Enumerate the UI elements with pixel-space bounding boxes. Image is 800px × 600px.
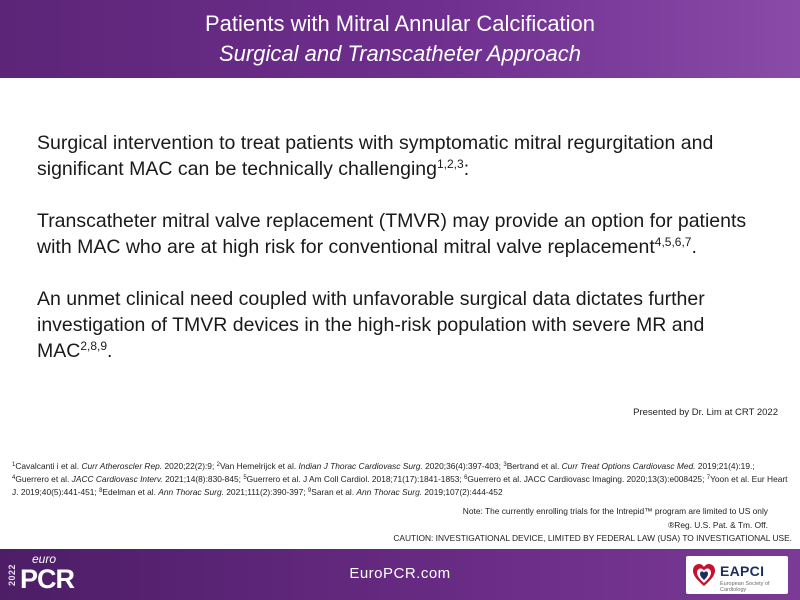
reference-details: 2019;40(5):441-451; — [18, 487, 100, 497]
reference-number: 7 — [706, 475, 711, 481]
reference-journal: Ann Thorac Surg. — [158, 487, 224, 497]
reference-authors: Edelman et al. — [102, 487, 159, 497]
bullet-punctuation: . — [107, 340, 113, 362]
reference-authors: Cavalcanti i et al. — [15, 461, 82, 471]
logo-year — [6, 556, 18, 596]
slide-subtitle: Surgical and Transcatheter Approach — [219, 41, 581, 66]
title-banner — [0, 0, 800, 78]
bullet-item — [37, 130, 777, 182]
reference-number: 1 — [12, 462, 16, 468]
logo-euro: euro — [32, 552, 57, 566]
reference-details: 2020;22(2):9; — [162, 461, 217, 471]
reference-item — [216, 461, 507, 471]
reference-item — [308, 487, 503, 497]
reference-details: 2021;111(2):390-397; — [223, 487, 308, 497]
bullet-text: Surgical intervention to treat patients with symptomatic mitral regurgitation and significant MAC can be technically challenging — [37, 132, 714, 180]
eapci-subtitle: European Society of Cardiology — [720, 581, 770, 593]
reference-number: 4 — [12, 475, 16, 481]
reference-details: 2020;13(3):e008425; — [624, 474, 707, 484]
reference-number: 9 — [307, 488, 312, 494]
heart-icon — [692, 562, 716, 588]
presented-by-note: Presented by Dr. Lim at CRT 2022 — [633, 407, 778, 418]
reference-journal: Indian J Thorac Cardiovasc Surg. — [298, 461, 423, 471]
reference-item — [12, 474, 243, 484]
reference-number: 8 — [99, 488, 103, 494]
reference-authors: Van Hemelrijck et al. — [219, 461, 299, 471]
caution-note: CAUTION: INVESTIGATIONAL DEVICE, LIMITED BY FEDERAL LAW (USA) TO INVESTIGATIONAL USE. — [393, 533, 792, 543]
website-link[interactable]: EuroPCR.com — [349, 565, 451, 582]
reference-authors: Guerrero et al. JACC Cardiovasc Imaging. — [467, 474, 625, 484]
reference-details: 2020;36(4):397-403; — [422, 461, 504, 471]
bullet-punctuation: : — [463, 158, 470, 180]
eapci-logo — [686, 556, 788, 594]
reference-details: 2019;107(2):444-452 — [422, 487, 503, 497]
reference-number: 5 — [243, 475, 247, 481]
trademark-note: ®Reg. U.S. Pat. & Tm. Off. — [668, 519, 768, 530]
reference-journal: JACC Cardiovasc Interv. — [71, 474, 163, 484]
reference-journal: Curr Atheroscler Rep. — [81, 461, 163, 471]
eapci-brand: EAPCI — [720, 563, 765, 579]
bullet-item — [37, 208, 777, 260]
slide-title: Patients with Mitral Annular Calcification — [204, 11, 596, 36]
citation-superscript: 2,8,9 — [80, 339, 108, 353]
reference-authors: Guerrero et al. J Am Coll Cardiol. — [246, 474, 370, 484]
reference-item — [503, 461, 754, 471]
europcr-logo — [4, 552, 94, 598]
reference-authors: Bertrand et al. — [506, 461, 562, 471]
reference-authors: Guerrero et al. — [15, 474, 72, 484]
reference-number: 3 — [503, 462, 507, 468]
reference-item — [243, 474, 464, 484]
regulatory-notes — [393, 505, 792, 546]
enrolling-note: Note: The currently enrolling trials for the Intrepid™ program are limited to US only — [462, 506, 768, 516]
footer-bar — [0, 549, 800, 600]
reference-details: 2018;71(17):1841-1853; — [369, 474, 465, 484]
reference-authors: Yoon et al. Eur Heart J. — [12, 474, 788, 497]
reference-journal: Curr Treat Options Cardiovasc Med. — [561, 461, 696, 471]
reference-number: 6 — [464, 475, 468, 481]
bullet-punctuation: . — [691, 236, 697, 258]
bullet-list — [37, 130, 777, 390]
bullet-text: An unmet clinical need coupled with unfavorable surgical data dictates further investigation of TMVR devices in the high-risk population with severe MR and MAC — [37, 288, 705, 362]
reference-item — [99, 487, 308, 497]
reference-item — [12, 461, 217, 471]
reference-journal: Ann Thorac Surg. — [356, 487, 423, 497]
logo-year-text: 2022 — [7, 563, 17, 587]
bullet-item — [37, 286, 777, 364]
bullet-text: Transcatheter mitral valve replacement (TMVR) may provide an option for patients with MAC who are at high risk for conventional mitral valve replacement — [37, 210, 747, 258]
citation-superscript: 4,5,6,7 — [654, 235, 692, 249]
logo-pcr: PCR — [20, 564, 75, 594]
reference-item — [464, 474, 707, 484]
references — [12, 460, 790, 499]
reference-authors: Saran et al. — [311, 487, 357, 497]
reference-number: 2 — [216, 462, 220, 468]
reference-details: 2019;21(4):19.; — [695, 461, 755, 471]
citation-superscript: 1,2,3 — [436, 157, 464, 171]
reference-details: 2021;14(8):830-845; — [162, 474, 244, 484]
